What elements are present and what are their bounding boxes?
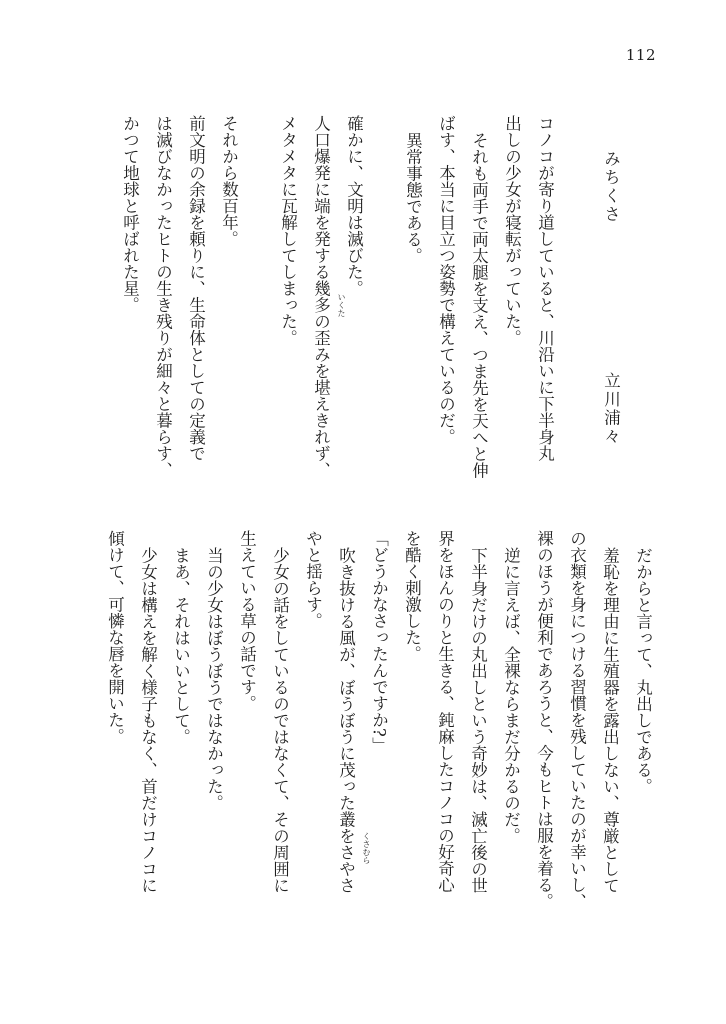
body-line: 少女は構えを解く様子もなく、首だけコノコに [138, 547, 158, 894]
body-line: かつて地球と呼ばれた星。 [120, 115, 140, 313]
body-line: 前文明の余録を頼りに、生命体としての定義で [186, 115, 206, 462]
body-line: 出しの少女が寝転がっていた。 [502, 115, 522, 346]
body-line: それから数百年。 [219, 115, 239, 247]
body-line: 人口爆発に端を発する幾多の歪みを堪えきれず、 [311, 115, 331, 478]
body-line: 当の少女はぼうぼうではなかった。 [204, 547, 224, 811]
body-line: 少女の話をしているのではなくて、その周囲に [270, 547, 290, 894]
body-line: それも両手で両太腿を支え、つま先を天へと伸 [469, 132, 489, 479]
body-line: 生えている草の話です。 [237, 530, 257, 712]
body-line: 逆に言えば、全裸ならまだ分かるのだ。 [501, 547, 521, 844]
body-line: 下半身だけの丸出しという奇妙は、滅亡後の世 [468, 547, 488, 894]
page-number: 112 [625, 46, 656, 64]
body-line: は滅びなかったヒトの生き残りが細々と暮らす、 [153, 115, 173, 478]
body-line: 裸のほうが便利であろうと、今もヒトは服を着る。 [534, 530, 554, 910]
body-line: まあ、それはいいとして。 [171, 547, 191, 745]
body-line: メタメタに瓦解してしまった。 [278, 115, 298, 346]
body-line: だからと言って、丸出しである。 [633, 547, 653, 795]
body-line: を酷く刺激した。 [402, 530, 422, 662]
body-line: 確かに、文明は滅びた。 [344, 115, 364, 297]
body-line: ばす、本当に目立つ姿勢で構えているのだ。 [436, 115, 456, 445]
body-line: の衣類を身につける習慣を残していたのが幸いし、 [567, 530, 587, 910]
body-line: 傾けて、可憐な唇を開いた。 [105, 530, 125, 745]
body-line: 界をほんのりと生きる、鈍麻したコノコの好奇心 [435, 530, 455, 893]
author-name: 立川浦々 [601, 372, 621, 446]
ruby-annotation: いくた [337, 293, 346, 317]
body-line: やと揺らす。 [303, 530, 323, 629]
body-line: コノコが寄り道していると、川沿いに下半身丸 [535, 115, 555, 462]
ruby-annotation: くさむら [362, 832, 371, 864]
body-line: 異常事態である。 [403, 132, 423, 264]
body-line: 羞恥を理由に生殖器を露出しない、尊厳として [600, 547, 620, 894]
body-line: 「どうかなさったんですか?」 [369, 530, 389, 754]
story-title: みちくさ [601, 150, 621, 224]
body-line: 吹き抜ける風が、ぼうぼうに茂った叢をさやさ [336, 547, 356, 894]
